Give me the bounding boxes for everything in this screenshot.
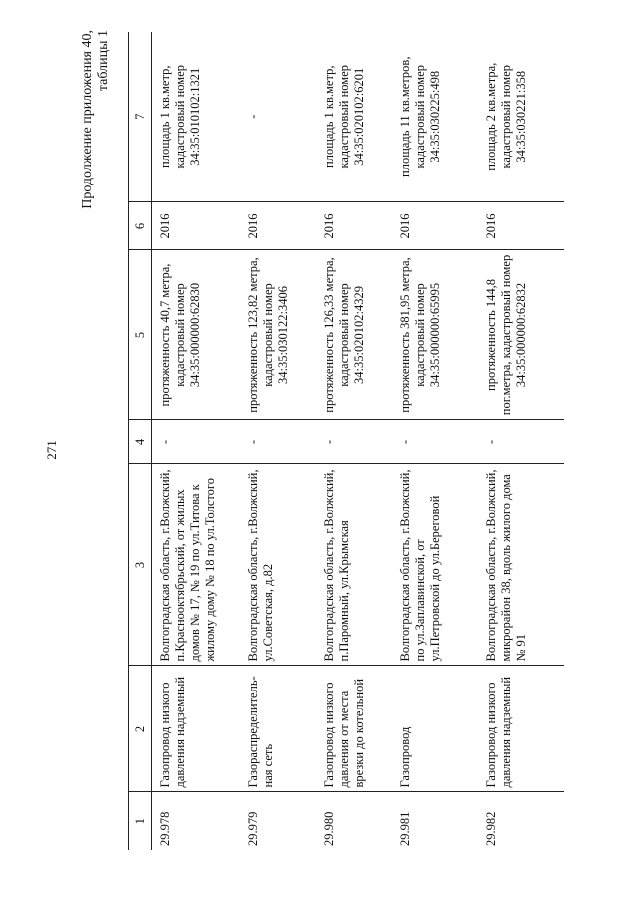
land-info: площадь 1 кв.метр, кадастровый номер 34:35:020102:6201 bbox=[316, 32, 392, 202]
object-name: Газопровод низкого давления надземный bbox=[152, 666, 241, 792]
object-characteristics: протяженность 144,8 пог.метра, кадастровый номер 34:35:000000:62832 bbox=[478, 250, 564, 420]
object-characteristics: протяженность 126,33 метра, кадастровый номер 34:35:020102:4329 bbox=[316, 250, 392, 420]
col4-value: - bbox=[240, 420, 316, 464]
header-cell-1: 1 bbox=[129, 792, 152, 850]
object-name: Газопровод низкого давления надземный bbox=[478, 666, 564, 792]
header-cell-4: 4 bbox=[129, 420, 152, 464]
object-characteristics: протяженность 40,7 метра, кадастровый номер 34:35:000000:62830 bbox=[152, 250, 241, 420]
header-cell-6: 6 bbox=[129, 202, 152, 250]
rotated-page bbox=[80, 16, 610, 876]
caption-line-2: таблицы 1 bbox=[96, 30, 111, 92]
object-address: Волгоградская область, г.Волжский, ул.Советская, д.82 bbox=[240, 464, 316, 666]
land-info: площадь 11 кв.метров, кадастровый номер 34:35:030225:498 bbox=[392, 32, 478, 202]
object-name: Газораспределитель-ная сеть bbox=[240, 666, 316, 792]
row-number: 29.982 bbox=[484, 811, 498, 846]
row-number: 29.979 bbox=[246, 811, 260, 846]
table-row bbox=[240, 32, 316, 850]
header-cell-3: 3 bbox=[129, 464, 152, 666]
object-year: 2016 bbox=[478, 202, 564, 250]
object-name: Газопровод bbox=[392, 666, 478, 792]
object-address: Волгоградская область, г.Волжский, п.Паромный, ул.Крымская bbox=[316, 464, 392, 666]
page-number: 271 bbox=[44, 440, 59, 460]
object-address: Волгоградская область, г.Волжский, по ул.Заплавинской, от ул.Петровской до ул.Береговой bbox=[392, 464, 478, 666]
land-info: площадь 1 кв.метр, кадастровый номер 34:35:010102:1321 bbox=[152, 32, 241, 202]
table-row bbox=[152, 32, 241, 850]
row-number: 29.981 bbox=[398, 811, 412, 846]
header-cell-5: 5 bbox=[129, 250, 152, 420]
table-row bbox=[316, 32, 392, 850]
header-row bbox=[129, 32, 152, 850]
land-info: - bbox=[240, 32, 316, 202]
object-year: 2016 bbox=[152, 202, 241, 250]
object-year: 2016 bbox=[240, 202, 316, 250]
table-row bbox=[478, 32, 564, 850]
object-characteristics: протяженность 123,82 метра, кадастровый номер 34:35:030122:3406 bbox=[240, 250, 316, 420]
object-characteristics: протяженность 381,95 метра, кадастровый номер 34:35:000000:65995 bbox=[392, 250, 478, 420]
row-number: 29.980 bbox=[322, 811, 336, 846]
row-number: 29.978 bbox=[158, 811, 172, 846]
col4-value: - bbox=[478, 420, 564, 464]
caption-line-1: Продолжение приложения 40, bbox=[80, 30, 95, 209]
table-caption bbox=[80, 30, 112, 209]
object-year: 2016 bbox=[392, 202, 478, 250]
table-row bbox=[392, 32, 478, 850]
object-name: Газопровод низкого давления от места врезки до котельной bbox=[316, 666, 392, 792]
land-info: площадь 2 кв.метра, кадастровый номер 34:35:030221:358 bbox=[478, 32, 564, 202]
object-year: 2016 bbox=[316, 202, 392, 250]
col4-value: - bbox=[316, 420, 392, 464]
col4-value: - bbox=[152, 420, 241, 464]
header-cell-2: 2 bbox=[129, 666, 152, 792]
object-address: Волгоградская область, г.Волжский, микрорайон 38, вдоль жилого дома № 91 bbox=[478, 464, 564, 666]
col4-value: - bbox=[392, 420, 478, 464]
header-cell-7: 7 bbox=[129, 32, 152, 202]
registry-table bbox=[128, 32, 564, 850]
object-address: Волгоградская область, г.Волжский, п.Краснооктябрьский, от жилых домов № 17, № 19 по ул.Титова к жилому дому № 18 по ул.Толстого bbox=[152, 464, 241, 666]
